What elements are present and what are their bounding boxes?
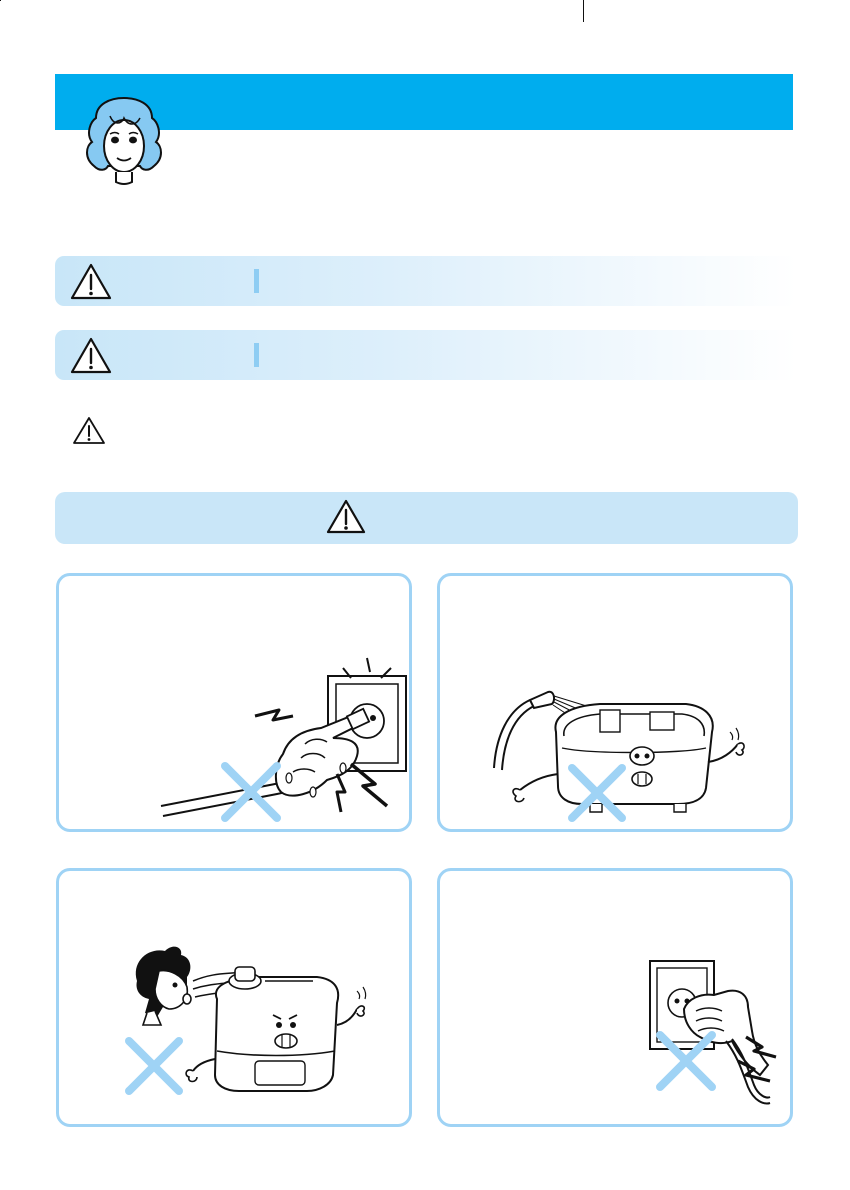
warning-triangle-icon [69, 262, 113, 302]
hand-pull-plug-icon [630, 941, 790, 1111]
crop-mark-left [0, 0, 1, 1]
warning-panel [437, 868, 793, 1127]
crop-mark-top [583, 0, 584, 22]
title-bar [55, 74, 793, 130]
boy-humidifier-icon [121, 941, 381, 1101]
warning-panel [56, 573, 412, 832]
band-divider [254, 343, 259, 367]
warning-panel [56, 868, 412, 1127]
warning-panel [437, 573, 793, 832]
wet-hand-plug-icon [155, 646, 411, 831]
band-divider [254, 269, 259, 293]
warning-triangle-icon [69, 336, 113, 376]
warning-triangle-icon [325, 498, 367, 536]
caution-band [55, 330, 797, 380]
shower-humidifier-icon [490, 686, 750, 831]
woman-face-icon [84, 96, 164, 188]
warning-triangle-icon [72, 416, 106, 446]
section-header-bar [55, 492, 798, 544]
warning-band [55, 256, 797, 306]
